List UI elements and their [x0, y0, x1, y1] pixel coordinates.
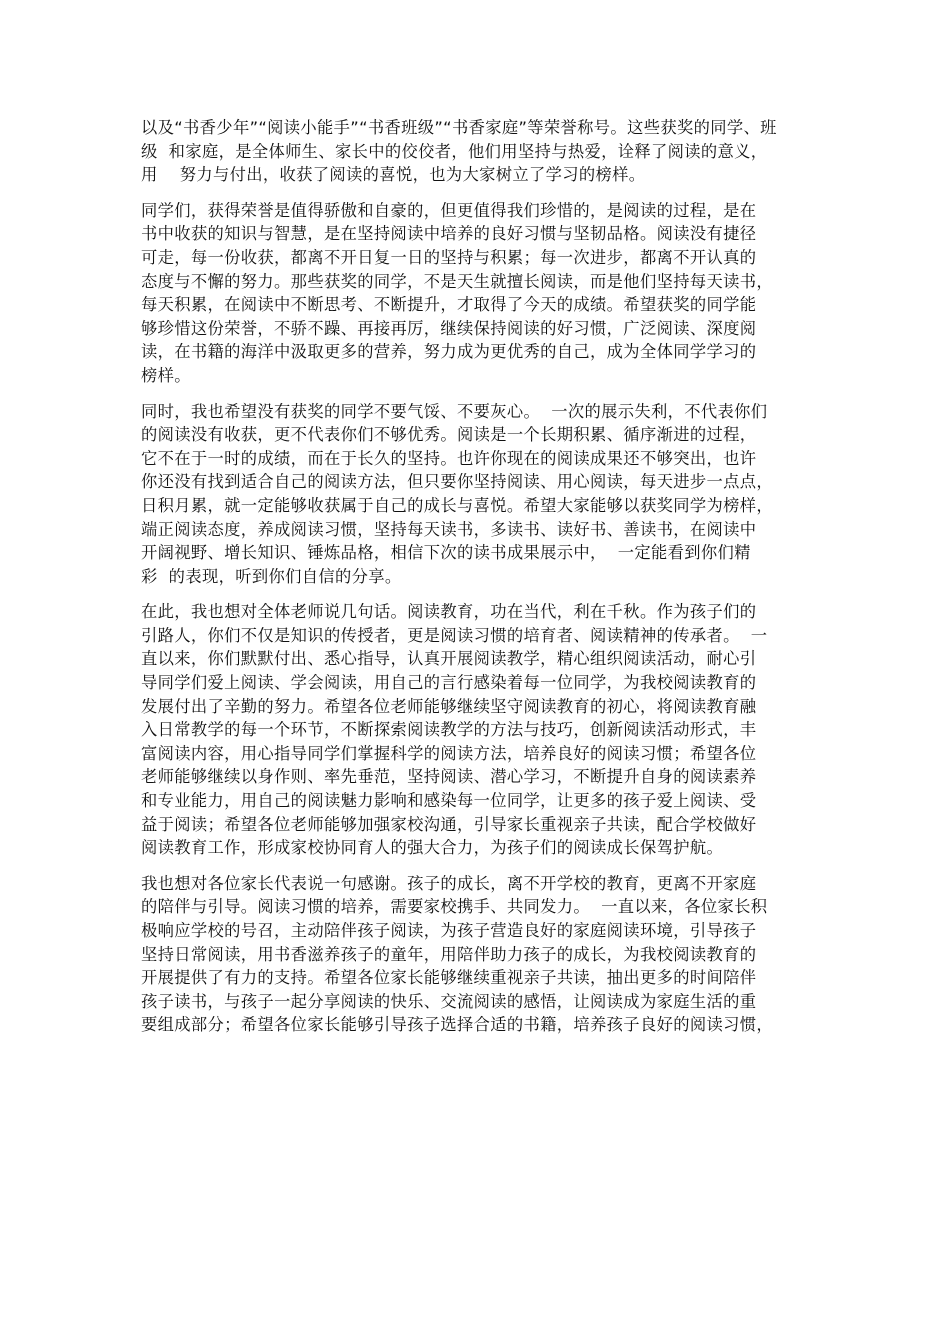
paragraph: [141, 116, 811, 187]
text-line: 孩子读书，与孩子一起分享阅读的快乐、交流阅读的感悟，让阅读成为家庭生活的重: [141, 991, 757, 1011]
text-line: 可走，每一份收获，都离不开日复一日的坚持与积累；每一次进步，都离不开认真的: [141, 247, 757, 267]
text-line: 榜样。: [141, 365, 191, 385]
text-line: 的陪伴与引导。阅读习惯的培养，需要家校携手、共同发力。 一直以来，各位家长积: [141, 897, 768, 917]
text-line: 你还没有找到适合自己的阅读方法，但只要你坚持阅读、用心阅读，每天进步一点点，: [141, 472, 773, 492]
text-line: 老师能够继续以身作则、率先垂范，坚持阅读、潜心学习，不断提升自身的阅读素养: [141, 767, 757, 787]
text-line: 引路人，你们不仅是知识的传授者，更是阅读习惯的培育者、阅读精神的传承者。 一: [141, 625, 768, 645]
text-line: 态度与不懈的努力。那些获奖的同学，不是天生就擅长阅读，而是他们坚持每天读书，: [141, 271, 773, 291]
text-line: 开阔视野、增长知识、锤炼品格，相信下次的读书成果展示中， 一定能看到你们精: [141, 543, 751, 563]
text-line: 级 和家庭，是全体师生、家长中的佼佼者，他们用坚持与热爱，诠释了阅读的意义，: [141, 141, 768, 161]
text-line: 阅读教育工作，形成家校协同育人的强大合力，为孩子们的阅读成长保驾护航。: [141, 838, 724, 858]
text-line: 同时，我也希望没有获奖的同学不要气馁、不要灰心。 一次的展示失利，不代表你们: [141, 401, 768, 421]
text-line: 极响应学校的号召，主动陪伴孩子阅读，为孩子营造良好的家庭阅读环境，引导孩子: [141, 921, 757, 940]
text-line: 彩 的表现，听到你们自信的分享。: [141, 566, 402, 586]
text-line: 它不在于一时的成绩，而在于长久的坚持。也许你现在的阅读成果还不够突出，也许: [141, 448, 757, 468]
text-line: 富阅读内容，用心指导同学们掌握科学的阅读方法，培养良好的阅读习惯；希望各位: [141, 743, 757, 763]
text-line: 读，在书籍的海洋中汲取更多的营养，努力成为更优秀的自己，成为全体同学学习的: [141, 342, 757, 362]
text-line: 开展提供了有力的支持。希望各位家长能够继续重视亲子共读，抽出更多的时间陪伴: [141, 968, 757, 988]
paragraph: [141, 600, 811, 860]
text-line: 的阅读没有收获，更不代表你们不够优秀。阅读是一个长期积累、循序渐进的过程，: [141, 425, 757, 445]
text-line: 书中收获的知识与智慧，是在坚持阅读中培养的良好习惯与坚韧品格。阅读没有捷径: [141, 224, 757, 244]
text-line: 直以来，你们默默付出、悉心指导，认真开展阅读教学，精心组织阅读活动，耐心引: [141, 649, 757, 669]
text-line: 我也想对各位家长代表说一句感谢。孩子的成长，离不开学校的教育，更离不开家庭: [141, 873, 757, 893]
text-line: 每天积累，在阅读中不断思考、不断提升，才取得了今天的成绩。希望获奖的同学能: [141, 295, 757, 315]
text-line: 同学们，获得荣誉是值得骄傲和自豪的，但更值得我们珍惜的，是阅读的过程，是在: [141, 200, 757, 220]
text-line: 发展付出了辛勤的努力。希望各位老师能够继续坚守阅读教育的初心，将阅读教育融: [141, 696, 757, 716]
text-line: 导同学们爱上阅读、学会阅读，用自己的言行感染着每一位同学，为我校阅读教育的: [141, 673, 757, 693]
text-line: 在此，我也想对全体老师说几句话。阅读教育，功在当代，利在千秋。作为孩子们的: [141, 602, 757, 622]
text-line: 要组成部分；希望各位家长能够引导孩子选择合适的书籍，培养孩子良好的阅读习惯，: [141, 1015, 773, 1035]
paragraph: [141, 400, 811, 589]
paragraph: [141, 199, 811, 388]
text-line: 够珍惜这份荣誉，不骄不躁、再接再厉，继续保持阅读的好习惯，广泛阅读、深度阅: [141, 318, 757, 338]
text-line: 用 努力与付出，收获了阅读的喜悦，也为大家树立了学习的榜样。: [141, 165, 646, 185]
text-line: 端正阅读态度，养成阅读习惯，坚持每天读书，多读书、读好书、善读书，在阅读中: [141, 519, 757, 539]
document-page: [141, 116, 811, 1049]
text-line: 日积月累，就一定能够收获属于自己的成长与喜悦。希望大家能够以获奖同学为榜样，: [141, 495, 773, 515]
text-line: 以及“书香少年”“阅读小能手”“书香班级”“书香家庭”等荣誉称号。这些获奖的同学、班: [141, 118, 777, 137]
text-line: 和专业能力，用自己的阅读魅力影响和感染每一位同学，让更多的孩子爱上阅读、受: [141, 791, 757, 811]
paragraph: [141, 872, 811, 1037]
text-line: 益于阅读；希望各位老师能够加强家校沟通，引导家长重视亲子共读，配合学校做好: [141, 814, 757, 834]
text-line: 入日常教学的每一个环节，不断探索阅读教学的方法与技巧，创新阅读活动形式，丰: [141, 720, 757, 740]
text-line: 坚持日常阅读，用书香滋养孩子的童年，用陪伴助力孩子的成长，为我校阅读教育的: [141, 944, 757, 964]
